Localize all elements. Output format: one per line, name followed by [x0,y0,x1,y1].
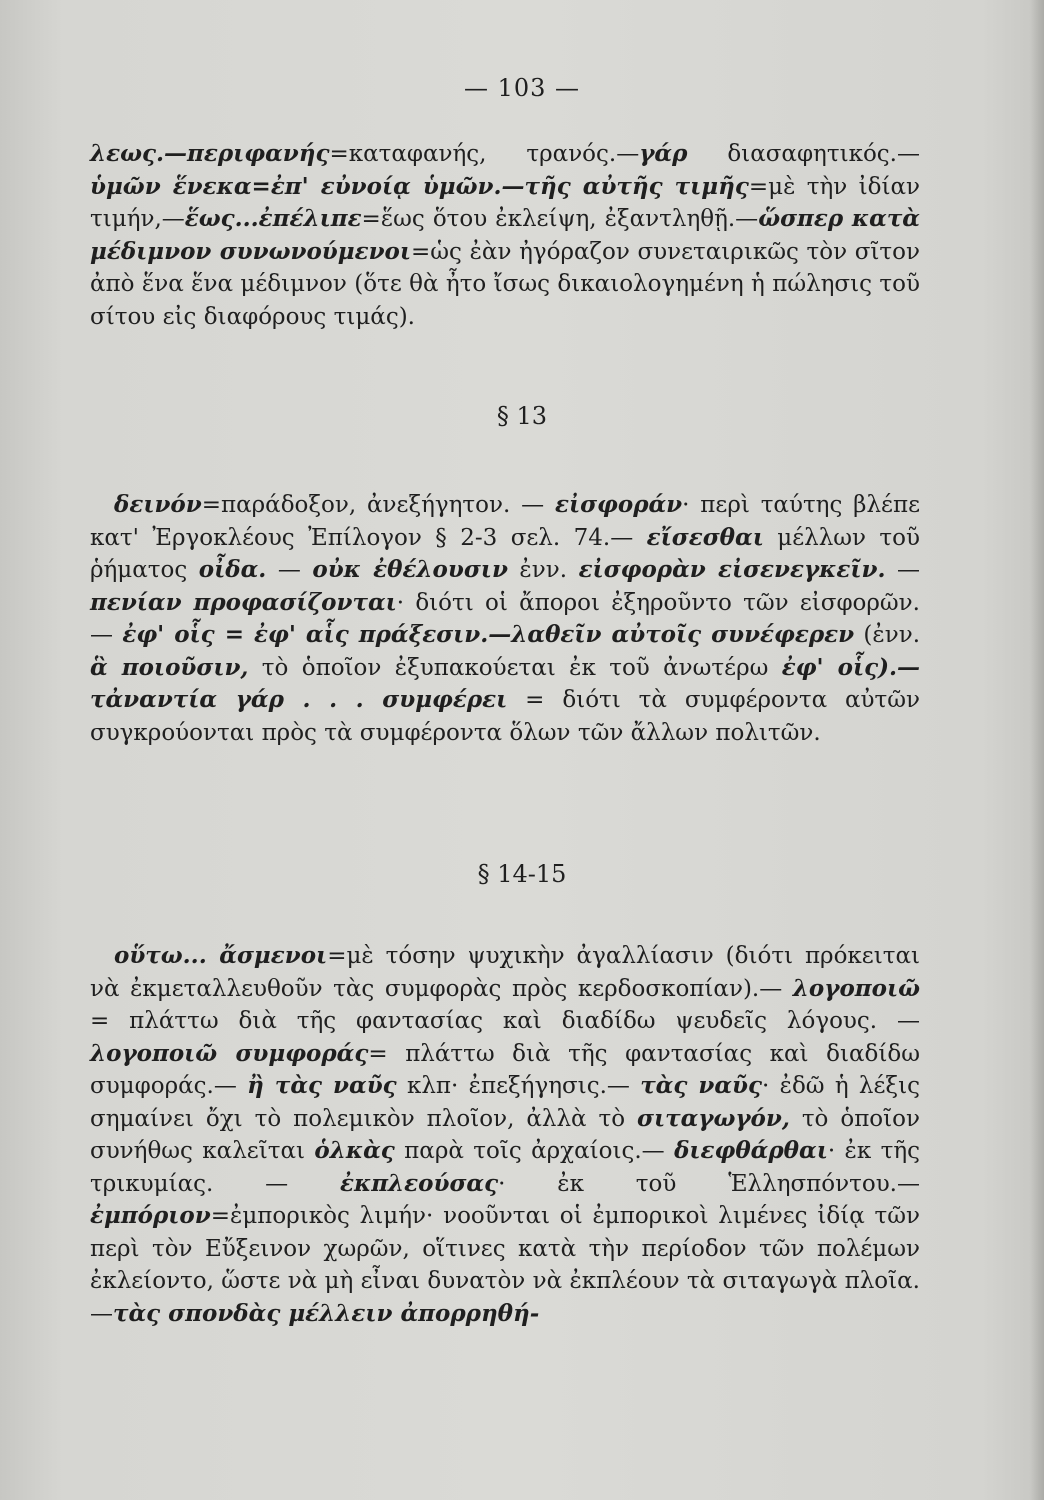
explanation-text: =καταφανής, τρανός.— [329,141,640,167]
explanation-text: = πλάττω διὰ τῆς φαντασίας καὶ διαδίδω ψευδεῖς λόγους. — [90,1008,920,1034]
keyword-term: σιταγωγόν, [637,1104,790,1132]
keyword-term: οἶδα. [198,556,267,583]
keyword-term: εἴσεσθαι [646,523,764,551]
section-heading-13: § 13 [496,402,548,430]
commentary-block-3 [90,940,920,1330]
explanation-text: τὸ ὁποῖον ἐξυπακούεται ἐκ τοῦ ἀνωτέρω [248,654,782,681]
keyword-term: εἰσφορὰν εἰσενεγκεῖν. [578,556,886,583]
explanation-text: · ἐδῶ ἡ λέξις σημαίνει ὄχι τὸ πολεμικὸν πλοῖον, ἀλλὰ τὸ [90,1073,920,1132]
section-heading-14-15: § 14-15 [477,860,567,888]
keyword-term: λεως.—περιφανής [90,140,330,167]
keyword-term: ἃ ποιοῦσιν, [90,653,249,681]
keyword-term: ἐμπόριον [90,1202,211,1229]
commentary-block-1 [90,138,920,333]
explanation-text: παρὰ τοῖς ἀρχαίοις.— [394,1138,675,1164]
explanation-text: ἐνν. [507,557,579,583]
explanation-text: · ἐκ τοῦ Ἑλλησπόντου.— [498,1170,920,1197]
keyword-term: πενίαν προφασίζονται [90,588,397,616]
keyword-term: οὕτω... ἄσμενοι [114,942,328,969]
explanation-text: = πλάττω διὰ τῆς φαντασίας καὶ διαδίδω συμφοράς.— [90,1040,920,1099]
explanation-text: · ἐκ τῆς τρικυμίας. — [90,1138,921,1197]
explanation-text: =ὡς ἐὰν ἠγόραζον συνεταιρικῶς τὸν σῖτον ἀπὸ ἕνα ἕνα μέδιμνον (ὅτε θὰ ἦτο ἴσως δικαιολογημένη ἡ πώλησις τοῦ σίτου εἰς διαφόρους τιμάς). [90,238,920,330]
keyword-term: ὁλκὰς [314,1137,395,1164]
keyword-term: ἕως...ἐπέλιπε [184,205,362,232]
explanation-text: =ἕως ὅτου ἐκλείψη, ἐξαντληθῇ.— [361,206,759,232]
keyword-term: γάρ [639,140,688,167]
keyword-term: ὥσπερ κατὰ μέδιμνον συνωνούμενοι [90,205,920,265]
keyword-term: ἐφ' οἷς).— τἀναντία γάρ . . . συμφέρει [90,653,920,713]
explanation-text: =μὲ τὴν ἰδίαν τιμήν,— [90,173,920,232]
explanation-text: διασαφητικός.— [687,141,920,167]
explanation-text: — [266,557,313,583]
explanation-text: =μὲ τόσην ψυχικὴν ἀγαλλίασιν (διότι πρόκειται νὰ ἐκμεταλλευθοῦν τὰς συμφορὰς πρὸς κερδοσκοπίαν).— [90,943,921,1002]
keyword-term: λογοποιῶ [792,974,920,1002]
commentary-block-2 [90,489,920,749]
keyword-term: ἢ τὰς ναῦς [247,1072,397,1099]
keyword-term: διεφθάρθαι [674,1137,828,1164]
explanation-text: =ἐμπορικὸς λιμήν· νοοῦνται οἱ ἐμπορικοὶ λιμένες ἰδίᾳ τῶν περὶ τὸν Εὔξεινον χωρῶν, οἵτινες κατὰ τὴν περίοδον τῶν πολέμων ἐκλείοντο, ὥστε νὰ μὴ εἶναι δυνατὸν νὰ ἐκπλέουν τὰ σιταγωγὰ πλοῖα.— [90,1203,920,1327]
keyword-term: τὰς ναῦς [640,1072,762,1099]
explanation-text: · περὶ ταύτης βλέπε κατ' Ἐργοκλέους Ἐπίλογον § 2-3 σελ. 74.— [90,492,920,551]
explanation-text: =παράδοξον, ἀνεξήγητον. — [201,492,555,518]
explanation-text: (ἐνν. [854,622,921,648]
paragraph-1 [90,138,920,333]
paragraph-2 [90,489,920,749]
explanation-text: · διότι οἱ ἄποροι ἐξηροῦντο τῶν εἰσφορῶν. — [90,589,920,648]
keyword-term: ἐφ' οἷς = ἐφ' αἷς πράξεσιν.—λαθεῖν αὐτοῖς συνέφερεν [122,621,855,648]
explanation-text: κλπ· ἐπεξήγησις.— [396,1073,641,1099]
keyword-term: ἐκπλεούσας [339,1169,499,1197]
explanation-text: τὸ ὁποῖον συνήθως καλεῖται [90,1105,921,1164]
keyword-term: εἰσφοράν [554,491,683,518]
keyword-term: δεινόν [114,491,202,518]
keyword-term: τὰς σπονδὰς μέλλειν ἀπορρηθή- [113,1299,540,1327]
explanation-text: = διότι τὰ συμφέροντα αὐτῶν συγκρούονται πρὸς τὰ συμφέροντα ὅλων τῶν ἄλλων πολιτῶν. [90,687,920,746]
keyword-term: ὑμῶν ἕνεκα=ἐπ' εὐνοίᾳ ὑμῶν.—τῆς αὐτῆς τιμῆς [90,172,749,200]
page-edge-shadow [1030,0,1044,1500]
explanation-text: — [885,557,920,583]
explanation-text: μέλλων τοῦ ῥήματος [90,524,920,583]
page-number: — 103 — [463,74,581,102]
keyword-term: οὐκ ἐθέλουσιν [312,556,508,583]
paragraph-3 [90,940,920,1330]
keyword-term: λογοποιῶ συμφοράς [90,1039,369,1067]
